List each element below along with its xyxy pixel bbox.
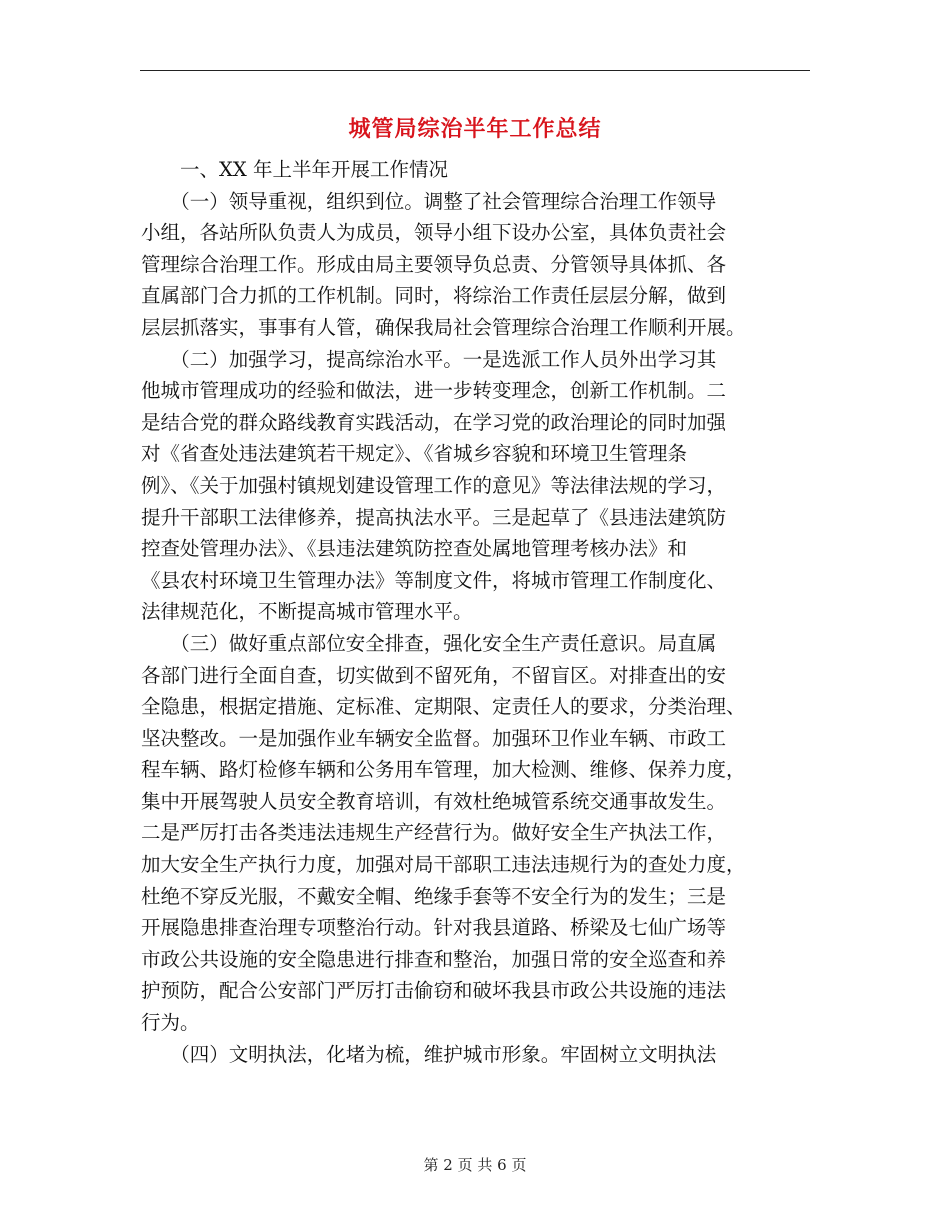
body-line: 一、XX 年上半年开展工作情况	[141, 158, 448, 181]
body-line: 行为。	[141, 1011, 200, 1035]
body-line: 各部门进行全面自查，切实做到不留死角，不留盲区。对排查出的安	[141, 663, 727, 687]
body-line: 市政公共设施的安全隐患进行排查和整治，加强日常的安全巡查和养	[141, 947, 727, 971]
page-number-footer: 第 2 页 共 6 页	[423, 1156, 527, 1174]
body-line: 层层抓落实，事事有人管，确保我局社会管理综合治理工作顺利开展。	[141, 315, 746, 339]
body-line: 开展隐患排查治理专项整治行动。针对我县道路、桥梁及七仙广场等	[141, 916, 727, 940]
body-line: 对《省查处违法建筑若干规定》、《省城乡容貌和环境卫生管理条	[141, 442, 688, 466]
body-line: 例》、《关于加强村镇规划建设管理工作的意见》等法律法规的学习，	[141, 473, 727, 497]
body-line: 坚决整改。一是加强作业车辆安全监督。加强环卫作业车辆、市政工	[141, 726, 727, 750]
document-title: 城管局综治半年工作总结	[348, 116, 602, 142]
body-line: 加大安全生产执行力度，加强对局干部职工违法违规行为的查处力度，	[141, 853, 746, 877]
body-line: 《县农村环境卫生管理办法》等制度文件，将城市管理工作制度化、	[141, 568, 727, 592]
body-line: （一）领导重视，组织到位。调整了社会管理综合治理工作领导	[141, 189, 717, 213]
body-line: （四）文明执法，化堵为梳，维护城市形象。牢固树立文明执法	[141, 1042, 717, 1066]
body-line: 程车辆、路灯检修车辆和公务用车管理，加大检测、维修、保养力度，	[141, 758, 746, 782]
body-line: 集中开展驾驶人员安全教育培训，有效杜绝城管系统交通事故发生。	[141, 789, 727, 813]
body-line: 杜绝不穿反光服，不戴安全帽、绝缘手套等不安全行为的发生；三是	[141, 884, 727, 908]
body-line: 护预防，配合公安部门严厉打击偷窃和破坏我县市政公共设施的违法	[141, 979, 727, 1003]
body-line: 全隐患，根据定措施、定标准、定期限、定责任人的要求，分类治理、	[141, 695, 746, 719]
body-line: 管理综合治理工作。形成由局主要领导负总责、分管领导具体抓、各	[141, 252, 727, 276]
body-line: 直属部门合力抓的工作机制。同时，将综治工作责任层层分解，做到	[141, 284, 727, 308]
body-line: （二）加强学习，提高综治水平。一是选派工作人员外出学习其	[141, 347, 717, 371]
body-line: 二是严厉打击各类违法违规生产经营行为。做好安全生产执法工作，	[141, 821, 727, 845]
body-line: 控查处管理办法》、《县违法建筑防控查处属地管理考核办法》和	[141, 537, 688, 561]
document-body	[141, 154, 811, 1070]
body-line: 是结合党的群众路线教育实践活动，在学习党的政治理论的同时加强	[141, 410, 727, 434]
body-line: 提升干部职工法律修养，提高执法水平。三是起草了《县违法建筑防	[141, 505, 727, 529]
body-line: 法律规范化，不断提高城市管理水平。	[141, 600, 473, 624]
body-line: 他城市管理成功的经验和做法，进一步转变理念，创新工作机制。二	[141, 379, 727, 403]
body-line: （三）做好重点部位安全排查，强化安全生产责任意识。局直属	[141, 631, 717, 655]
header-rule	[140, 70, 810, 71]
body-line: 小组，各站所队负责人为成员，领导小组下设办公室，具体负责社会	[141, 221, 727, 245]
